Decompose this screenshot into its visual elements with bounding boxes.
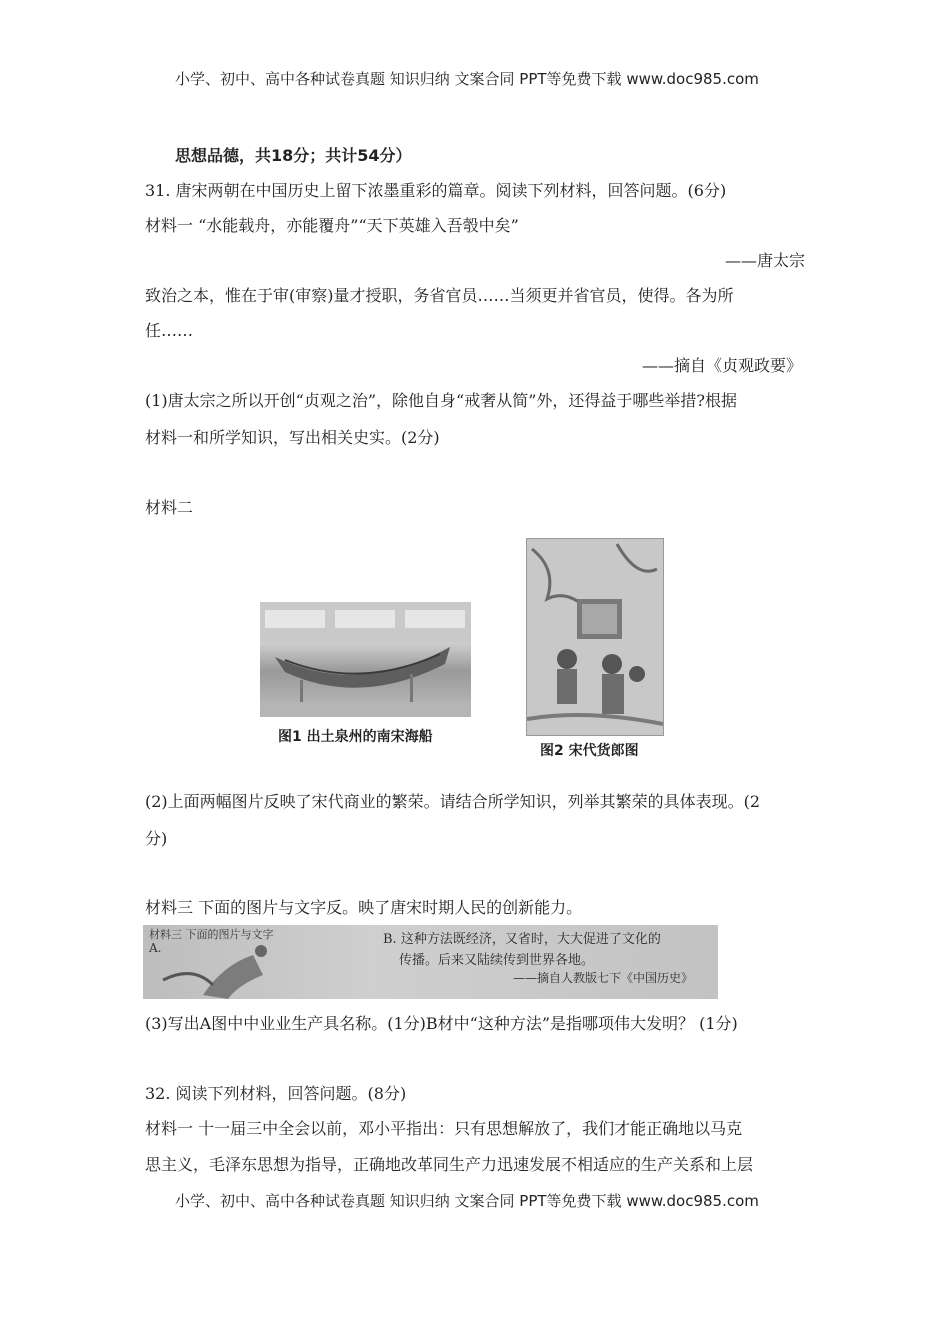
q32-material1-line1: 材料一 十一届三中全会以前，邓小平指出：只有思想解放了，我们才能正确地以马克 <box>145 1119 743 1138</box>
q31-sub3: (3)写出A图中中业业生产具名称。(1分)B材中“这种方法”是指哪项伟大发明？ (1分) <box>145 1014 738 1033</box>
q31-sub1-line1: (1)唐太宗之所以开创“贞观之治”，除他自身“戒奢从简”外，还得益于哪些举措?根据 <box>145 391 737 410</box>
q31-material2-label: 材料二 <box>145 498 194 517</box>
strip-b-line2: 传播。后来又陆续传到世界各地。 <box>399 953 595 968</box>
strip-b-line3: ——摘自人教版七下《中国历史》 <box>513 971 694 985</box>
page-header: 小学、初中、高中各种试卷真题 知识归纳 文案合同 PPT等免费下载 www.doc985.com <box>175 70 759 88</box>
q31-sub2-line1: (2)上面两幅图片反映了宋代商业的繁荣。请结合所学知识，列举其繁荣的具体表现。(2 <box>145 792 761 811</box>
figure1-caption: 图1 出土泉州的南宋海船 <box>278 729 433 745</box>
strip-b-line1: B. 这种方法既经济，又省时，大大促进了文化的 <box>383 932 661 947</box>
q31-title: 31. 唐宋两朝在中国历史上留下浓墨重彩的篇章。阅读下列材料，回答问题。(6分) <box>145 181 727 200</box>
q31-material1-attribution: ——唐太宗 <box>724 251 805 270</box>
q32-title: 32. 阅读下列材料，回答问题。(8分) <box>145 1084 407 1103</box>
q31-material1-text-line2: 任…… <box>145 321 194 340</box>
q31-sub1-line2: 材料一和所学知识，写出相关史实。(2分) <box>145 428 440 447</box>
page-footer: 小学、初中、高中各种试卷真题 知识归纳 文案合同 PPT等免费下载 www.doc985.com <box>175 1192 759 1210</box>
peddler-painting <box>526 538 664 736</box>
q31-material1-source: ——摘自《贞观政要》 <box>641 356 802 375</box>
innovation-strip-image <box>143 925 718 999</box>
strip-a-label: A. <box>149 941 162 955</box>
q32-material1-line2: 思主义，毛泽东思想为指导，正确地改革同生产力迅速发展不相适应的生产关系和上层 <box>145 1155 754 1174</box>
section-note: 思想品德，共18分；共计54分） <box>175 146 412 165</box>
figure2-caption: 图2 宋代货郎图 <box>540 743 639 759</box>
song-ship-photo <box>260 602 471 717</box>
q31-sub2-line2: 分) <box>145 829 168 848</box>
q31-material1-text-line1: 致治之本，惟在于审(审察)量才授职，务省官员……当须更并省官员，使得。各为所 <box>145 286 734 305</box>
q31-material1-quote: 材料一 “水能载舟，亦能覆舟”“天下英雄入吾彀中矣” <box>145 216 519 235</box>
q31-material3-label: 材料三 下面的图片与文字反。映了唐宋时期人民的创新能力。 <box>145 898 583 917</box>
strip-a-header: 材料三 下面的图片与文字 <box>149 928 274 941</box>
